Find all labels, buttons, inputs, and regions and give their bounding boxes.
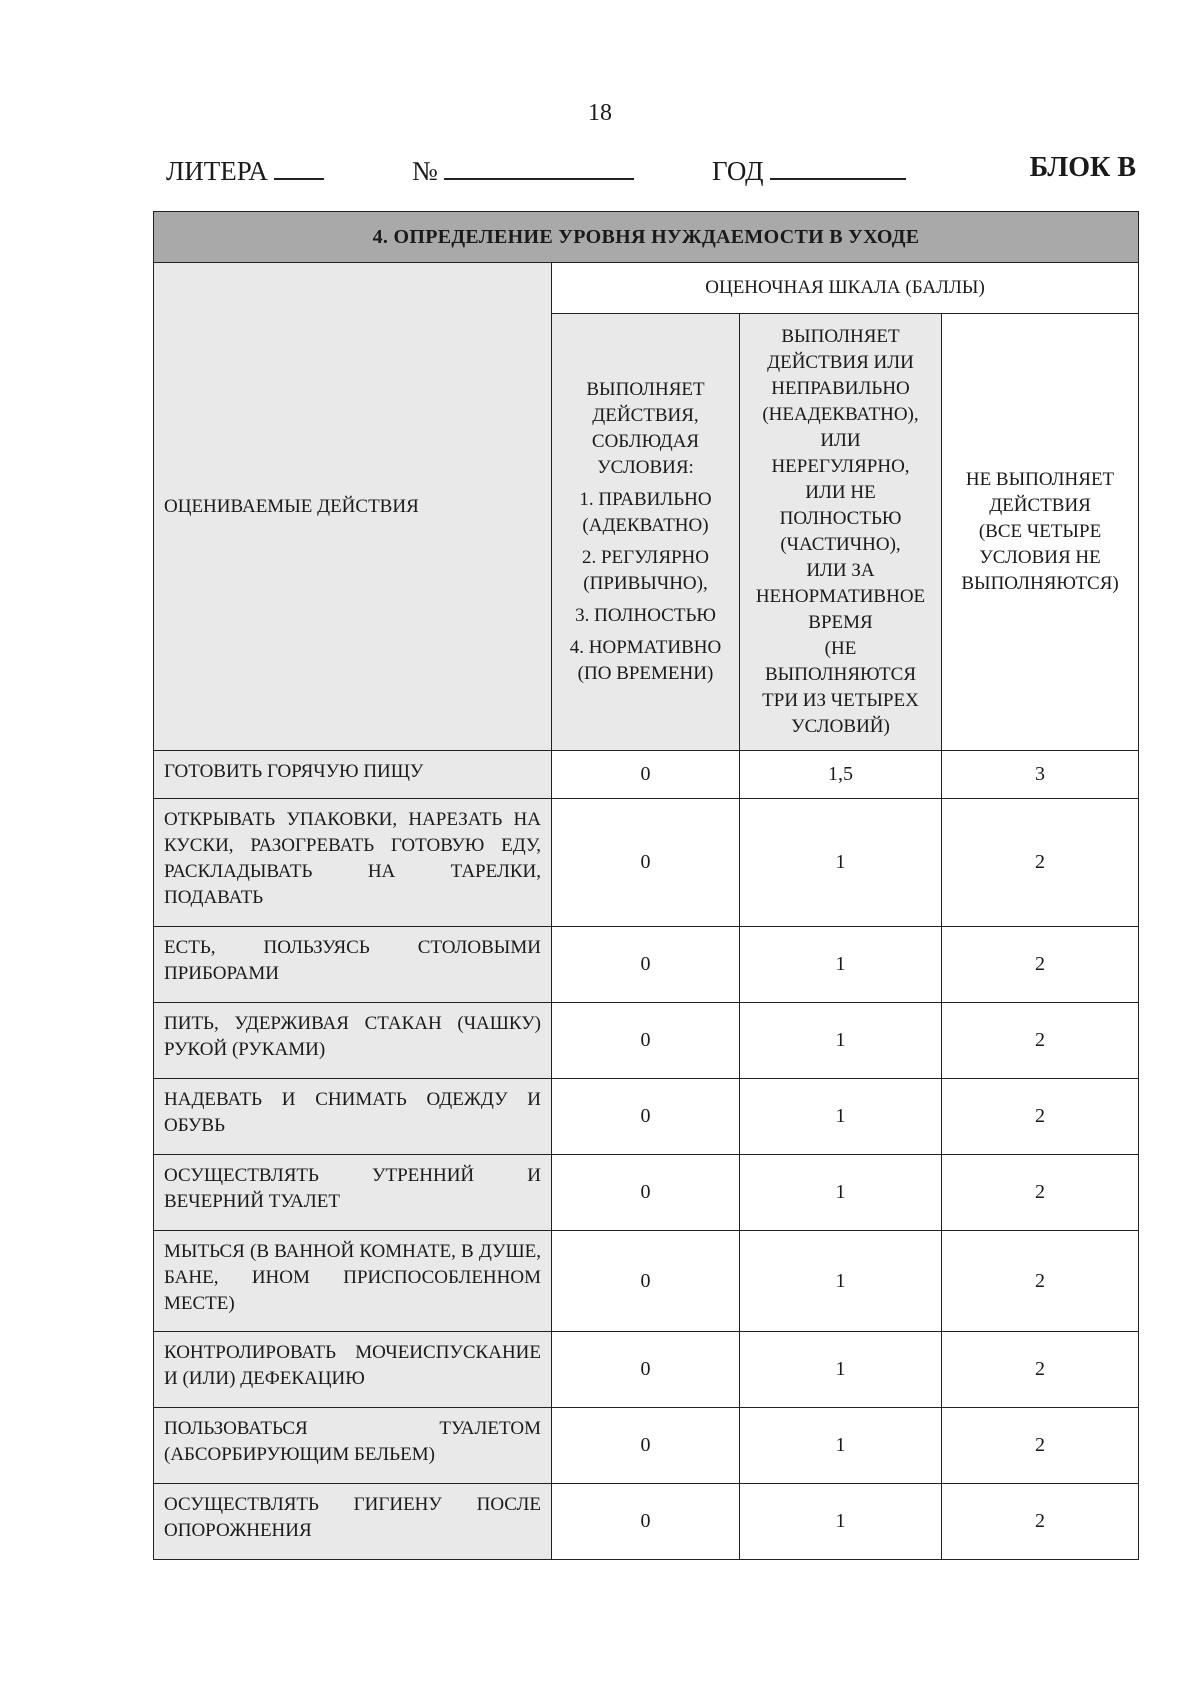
col1-intro: [556, 377, 735, 481]
table-row: [154, 1332, 1139, 1408]
score-cell-2: 1: [740, 1408, 942, 1484]
table-body: [154, 751, 1139, 1560]
page-number: 18: [588, 100, 612, 126]
condition-line: 3. ПОЛНОСТЬЮ: [575, 605, 716, 626]
score-cell-3: 2: [942, 799, 1139, 927]
condition-line: (АДЕКВАТНО): [582, 515, 709, 536]
score-cell-1: 0: [552, 1231, 740, 1332]
score-cell-1: 0: [552, 751, 740, 799]
score-cell-3: 2: [942, 1484, 1139, 1560]
action-cell: ОСУЩЕСТВЛЯТЬ ГИГИЕНУ ПОСЛЕ ОПОРОЖНЕНИЯ: [154, 1484, 552, 1560]
header-text-line: УСЛОВИЯ НЕ: [979, 547, 1101, 568]
header-text-line: НЕ ВЫПОЛНЯЕТ: [965, 469, 1115, 490]
table-row: [154, 1484, 1139, 1560]
condition-line: (ПРИВЫЧНО),: [583, 573, 708, 594]
table-row: [154, 799, 1139, 927]
score-cell-2: 1,5: [740, 751, 942, 799]
score-cell-1: 0: [552, 799, 740, 927]
header-text-line: (НЕ: [824, 638, 857, 659]
care-needs-table: [153, 211, 1139, 1560]
action-cell: ЕСТЬ, ПОЛЬЗУЯСЬ СТОЛОВЫМИ ПРИБОРАМИ: [154, 927, 552, 1003]
actions-column-header: ОЦЕНИВАЕМЫЕ ДЕЙСТВИЯ: [154, 263, 552, 751]
year-blank[interactable]: [770, 152, 906, 180]
action-cell: ОСУЩЕСТВЛЯТЬ УТРЕННИЙ И ВЕЧЕРНИЙ ТУАЛЕТ: [154, 1155, 552, 1231]
condition-line: 2. РЕГУЛЯРНО: [581, 547, 710, 568]
header-text-line: (ЧАСТИЧНО),: [780, 534, 901, 555]
header-text-line: ТРИ ИЗ ЧЕТЫРЕХ: [762, 690, 919, 711]
score-cell-2: 1: [740, 1079, 942, 1155]
header-text-line: (НЕАДЕКВАТНО),: [762, 404, 919, 425]
header-text-line: ВЫПОЛНЯЕТ: [781, 326, 900, 347]
header-text-line: ИЛИ НЕ: [805, 482, 876, 503]
scale-header: ОЦЕНОЧНАЯ ШКАЛА (БАЛЛЫ): [552, 263, 1139, 314]
header-text-line: ДЕЙСТВИЯ,: [592, 405, 699, 426]
header-text-line: ИЛИ: [820, 430, 861, 451]
header-text-line: НЕНОРМАТИВНОЕ: [755, 586, 926, 607]
score-cell-2: 1: [740, 1332, 942, 1408]
score-cell-1: 0: [552, 1003, 740, 1079]
header-text-line: СОБЛЮДАЯ: [591, 431, 700, 452]
header-text-line: ВЫПОЛНЯЮТСЯ: [764, 664, 917, 685]
number-label: №: [412, 156, 438, 186]
score-cell-1: 0: [552, 927, 740, 1003]
litera-field: [166, 152, 324, 187]
litera-blank[interactable]: [274, 152, 324, 180]
table-row: [154, 1231, 1139, 1332]
header-text-line: ПОЛНОСТЬЮ: [779, 508, 902, 529]
condition-item: [556, 635, 735, 687]
score-cell-3: 2: [942, 1155, 1139, 1231]
header-text-line: ИЛИ ЗА: [806, 560, 875, 581]
score-cell-3: 2: [942, 1231, 1139, 1332]
score-column-header-none: [942, 314, 1139, 751]
table-title: 4. ОПРЕДЕЛЕНИЕ УРОВНЯ НУЖДАЕМОСТИ В УХОДЕ: [154, 212, 1139, 263]
year-field: [712, 152, 906, 187]
header-text-line: УСЛОВИЯ:: [597, 457, 694, 478]
header-text-line: ВРЕМЯ: [808, 612, 873, 633]
score-cell-1: 0: [552, 1408, 740, 1484]
score-cell-3: 2: [942, 927, 1139, 1003]
action-cell: ПИТЬ, УДЕРЖИВАЯ СТАКАН (ЧАШКУ) РУКОЙ (РУКАМИ): [154, 1003, 552, 1079]
action-cell: ГОТОВИТЬ ГОРЯЧУЮ ПИЩУ: [154, 751, 552, 799]
table-row: [154, 1155, 1139, 1231]
score-cell-1: 0: [552, 1155, 740, 1231]
header-text-line: ВЫПОЛНЯЮТСЯ): [961, 573, 1119, 594]
header-text-line: ДЕЙСТВИЯ ИЛИ: [767, 352, 914, 373]
score-cell-2: 1: [740, 1003, 942, 1079]
condition-line: 4. НОРМАТИВНО: [569, 637, 722, 658]
score-cell-1: 0: [552, 1484, 740, 1560]
header-text-line: НЕРЕГУЛЯРНО,: [771, 456, 910, 477]
number-blank[interactable]: [444, 152, 634, 180]
litera-label: ЛИТЕРА: [166, 156, 268, 186]
table-row: [154, 927, 1139, 1003]
score-cell-3: 2: [942, 1079, 1139, 1155]
year-label: ГОД: [712, 156, 764, 186]
score-cell-2: 1: [740, 799, 942, 927]
block-label: БЛОК В: [1029, 152, 1136, 183]
score-column-header-partial: [740, 314, 942, 751]
score-cell-1: 0: [552, 1079, 740, 1155]
score-cell-3: 3: [942, 751, 1139, 799]
condition-line: (ПО ВРЕМЕНИ): [577, 663, 714, 684]
table-row: [154, 751, 1139, 799]
condition-item: [556, 545, 735, 597]
header-text-line: (ВСЕ ЧЕТЫРЕ: [978, 521, 1102, 542]
score-cell-2: 1: [740, 927, 942, 1003]
score-cell-3: 2: [942, 1003, 1139, 1079]
header-text-line: ДЕЙСТВИЯ: [989, 495, 1091, 516]
number-field: [412, 152, 634, 187]
action-cell: КОНТРОЛИРОВАТЬ МОЧЕИСПУСКАНИЕ И (ИЛИ) ДЕФЕКАЦИЮ: [154, 1332, 552, 1408]
header-text-line: НЕПРАВИЛЬНО: [771, 378, 910, 399]
action-cell: ПОЛЬЗОВАТЬСЯ ТУАЛЕТОМ (АБСОРБИРУЮЩИМ БЕЛЬЕМ): [154, 1408, 552, 1484]
form-header: [166, 152, 1136, 196]
score-cell-2: 1: [740, 1484, 942, 1560]
score-cell-1: 0: [552, 1332, 740, 1408]
condition-line: 1. ПРАВИЛЬНО: [579, 489, 712, 510]
condition-item: [556, 487, 735, 539]
score-cell-2: 1: [740, 1231, 942, 1332]
header-text-line: ВЫПОЛНЯЕТ: [586, 379, 705, 400]
score-column-header-full: [552, 314, 740, 751]
col1-conditions: [556, 487, 735, 687]
header-text-line: УСЛОВИЙ): [791, 716, 890, 737]
action-cell: ОТКРЫВАТЬ УПАКОВКИ, НАРЕЗАТЬ НА КУСКИ, РАЗОГРЕВАТЬ ГОТОВУЮ ЕДУ, РАСКЛАДЫВАТЬ НА ТАРЕЛКИ, ПОДАВАТЬ: [154, 799, 552, 927]
score-cell-3: 2: [942, 1408, 1139, 1484]
table-row: [154, 1079, 1139, 1155]
action-cell: НАДЕВАТЬ И СНИМАТЬ ОДЕЖДУ И ОБУВЬ: [154, 1079, 552, 1155]
table-row: [154, 1003, 1139, 1079]
table-row: [154, 1408, 1139, 1484]
condition-item: [556, 603, 735, 629]
score-cell-2: 1: [740, 1155, 942, 1231]
action-cell: МЫТЬСЯ (В ВАННОЙ КОМНАТЕ, В ДУШЕ, БАНЕ, ИНОМ ПРИСПОСОБЛЕННОМ МЕСТЕ): [154, 1231, 552, 1332]
score-cell-3: 2: [942, 1332, 1139, 1408]
